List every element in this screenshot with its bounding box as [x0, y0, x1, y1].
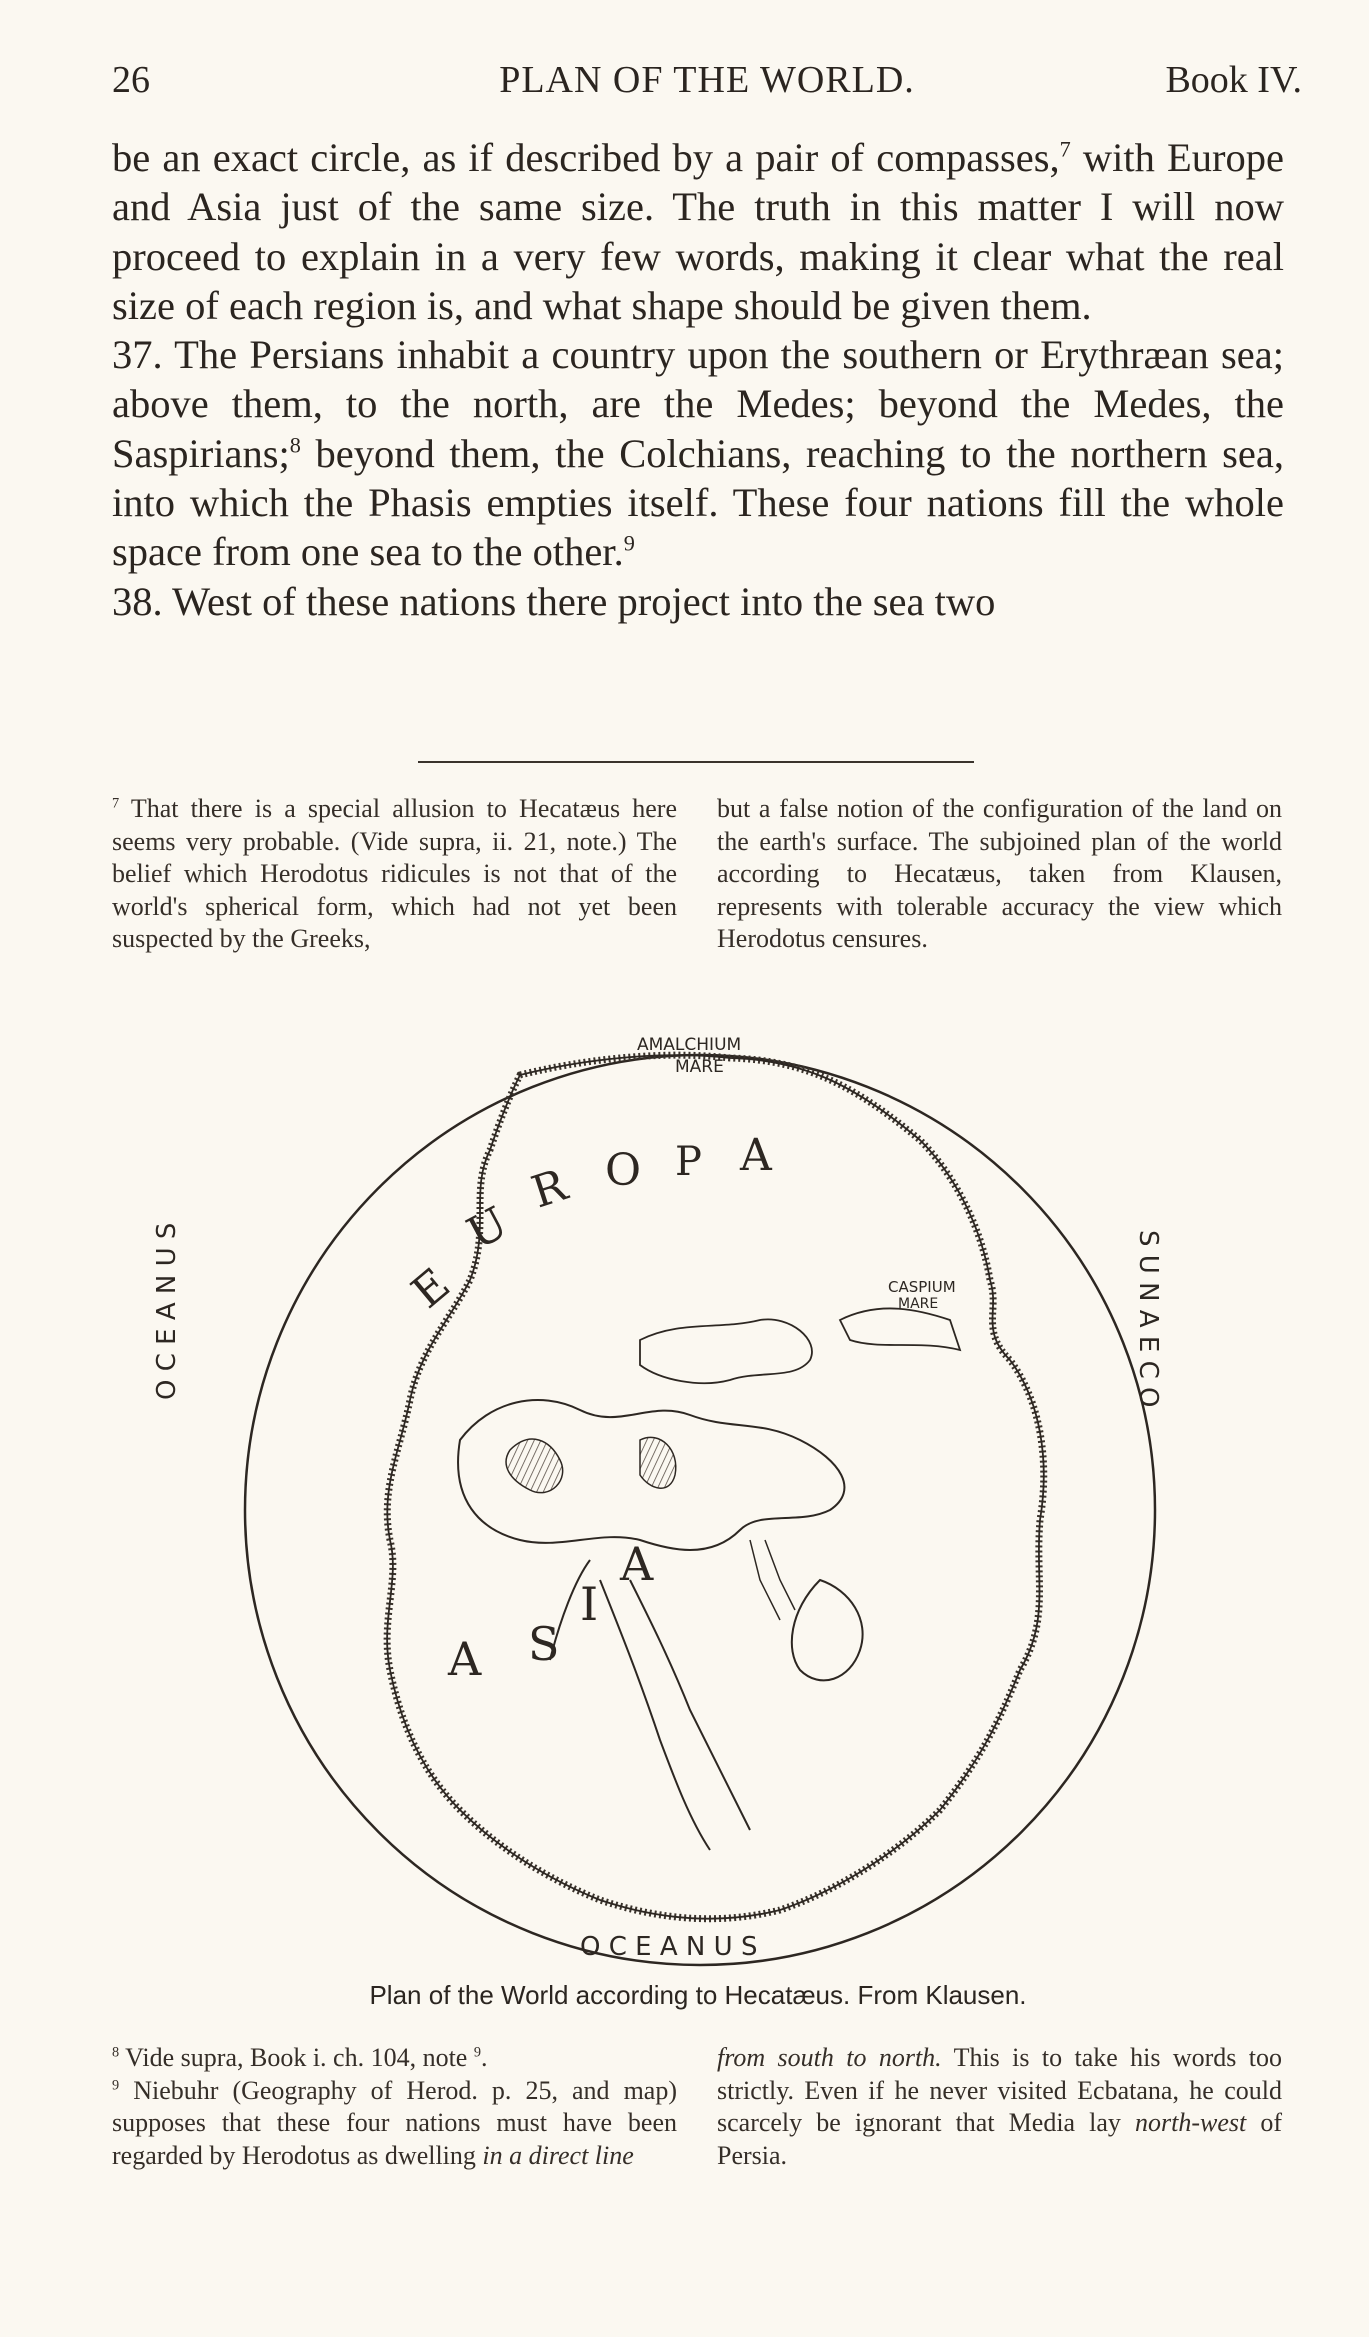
- footnote-column-right: [717, 793, 1282, 956]
- main-text: [112, 133, 1284, 626]
- map-label-europa-letter: U: [459, 1197, 516, 1260]
- footnote-column-left: [112, 793, 677, 956]
- world-map-svg: [152, 1020, 1180, 1980]
- map-label-asia-letter: A: [620, 1537, 654, 1591]
- coastline: [387, 1055, 1044, 1919]
- map-label-asia-letter: A: [448, 1632, 482, 1686]
- paragraph-37: [112, 330, 1284, 576]
- footnote-8: [112, 2042, 677, 2075]
- text-run: 37. The Persians inhabit a country upon the southern or Erythræan sea; above them, to the north, are the Medes; beyond the Medes, the Saspirians;: [112, 332, 1284, 476]
- map-label-oceanus-left: O C E A N U S: [152, 1222, 182, 1400]
- island: [506, 1439, 563, 1493]
- footnote-emphasis: in a direct line: [482, 2140, 634, 2170]
- page-number: 26: [112, 59, 150, 101]
- text-run: 38. West of these nations there project into the sea two: [112, 578, 996, 624]
- map-label-europa-letter: P: [675, 1139, 702, 1185]
- footnote-text: Niebuhr (Geography of Herod. p. 25, and map) supposes that these four nations must have been regarded by Herodotus as dwelling: [112, 2075, 677, 2170]
- map-label-mare-top: MARE: [675, 1057, 724, 1077]
- persian-gulf: [792, 1580, 863, 1680]
- footnote-ref: 8: [289, 432, 301, 458]
- text-run: be an exact circle, as if described by a pair of compasses,: [112, 135, 1060, 180]
- continent-outline: [387, 1055, 1044, 1919]
- footnote-9-continued: [717, 2042, 1282, 2172]
- footnote-text: That there is a special allusion to Hecatæus here seems very probable. (Vide supra, ii. 21, note.) The belief which Herodotus ridicules is not that of the world's spherical form, which had not yet been suspected by the Greeks,: [112, 794, 677, 953]
- peninsula: [640, 1437, 676, 1488]
- footnote-ref: 7: [1059, 136, 1071, 162]
- map-label-asia-letter: I: [580, 1577, 599, 1631]
- footnote-column-left: [112, 2042, 677, 2172]
- map-label-europa-letter: O: [605, 1145, 642, 1196]
- map-label-oceanus-right: S U N A E C O: [1133, 1230, 1163, 1408]
- figure-caption: Plan of the World according to Hecatæus. From Klausen.: [369, 1980, 1027, 2010]
- paragraph-continued: [112, 133, 1284, 330]
- footnote-divider: [418, 761, 974, 763]
- footnote-text: Vide supra, Book i. ch. 104, note: [119, 2043, 474, 2072]
- map-label-asia-letter: S: [528, 1617, 560, 1671]
- footnote-9: [112, 2075, 677, 2173]
- footnote-emphasis: from south to north.: [717, 2043, 942, 2072]
- running-header: [112, 58, 1302, 108]
- footnote-ref: 9: [473, 2044, 482, 2061]
- map-label-oceanus-bottom: O C E A N U S: [580, 1932, 758, 1962]
- paragraph-38: [112, 577, 1284, 626]
- text-run: beyond them, the Colchians, reaching to the northern sea, into which the Phasis empties itself. These four nations fill the whole space from one sea to the other.: [112, 430, 1284, 575]
- footnote-marker: 8: [112, 2044, 120, 2061]
- footnote-emphasis: north-west: [1135, 2108, 1247, 2137]
- footnote-text: This is to take his words too strictly. Even if he never visited Ecbatana, he could scarcely be ignorant that Media lay: [717, 2043, 1282, 2137]
- world-map-figure: [152, 1020, 1180, 1980]
- footnote-7-continued: but a false notion of the configuration of the land on the earth's surface. The subjoined plan of the world according to Hecatæus, taken from Klausen, represents with tolerable accuracy the view which Herodotus censures.: [717, 794, 1282, 953]
- map-label-europa-letter: A: [740, 1130, 772, 1181]
- ocean-circle: [245, 1055, 1155, 1965]
- river-line: [750, 1540, 780, 1620]
- text-run: with Europe and Asia just of the same size. The truth in this matter I will now proceed to explain in a very few words, making it clear what the real size of each region is, and what shape should be given them.: [112, 135, 1284, 328]
- footnote-marker: 9: [112, 2076, 120, 2093]
- footnote-7: [112, 793, 677, 956]
- map-label-europa-letter: R: [525, 1159, 573, 1219]
- footnote-marker: 7: [112, 795, 120, 812]
- map-label-mare-right: MARE: [898, 1296, 939, 1312]
- map-label-amalchium: AMALCHIUM: [637, 1035, 742, 1055]
- running-title: PLAN OF THE WORLD.: [499, 59, 915, 101]
- footnote-column-right: [717, 2042, 1282, 2172]
- footnote-ref: 9: [623, 530, 635, 556]
- footnote-text: of Persia.: [717, 2108, 1282, 2170]
- map-label-europa-letter: E: [402, 1258, 460, 1319]
- footnote-text: .: [481, 2043, 488, 2072]
- book-label: Book IV.: [1165, 59, 1302, 101]
- euxine-sea: [640, 1319, 812, 1383]
- caspian-sea: [840, 1308, 960, 1350]
- map-label-caspium: CASPIUM: [888, 1278, 956, 1296]
